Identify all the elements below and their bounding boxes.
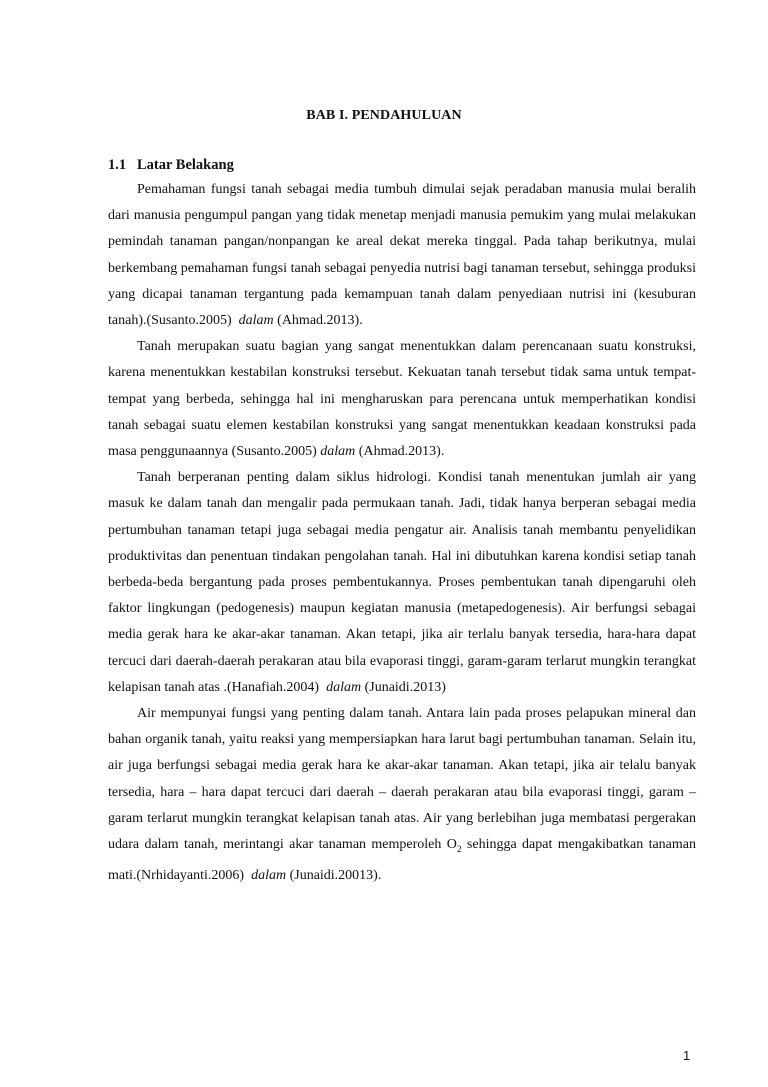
- paragraph: Tanah merupakan suatu bagian yang sangat menentukkan dalam perencanaan suatu konstruksi, karena menentukkan kestabilan konstruksi tersebut. Kekuatan tanah tersebut tidak sama untuk tempat-tempat yang berbeda, sehingga hal ini mengharuskan para perencana untuk memperhatikan kondisi tanah sebagai suatu elemen kestabilan konstruksi yang sangat menentukkan keadaan konstruksi pada masa penggunaannya (Susanto.2005) dalam (Ahmad.2013).: [108, 339, 696, 460]
- citation-prefix: dalam: [326, 679, 362, 695]
- paragraph: Air mempunyai fungsi yang penting dalam tanah. Antara lain pada proses pelapukan mineral dan bahan organik tanah, yaitu reaksi yang mempersiapkan hara larut bagi pertumbuhan tanaman. Selain itu, air juga berfungsi sebagai media gerak hara ke akar-akar tanaman. Akan tetapi, jika air telalu banyak tersedia, hara – hara dapat tercuci dari daerah – daerah perakaran atau bila evaporasi tinggi, garam – garam terlarut mungkin terangkat kelapisan tanah atas. Air yang berlebihan juga membatasi pergerakan udara dalam tanah, merintangi akar tanaman memperoleh $O_2$ sehingga dapat mengakibatkan tanaman mati.(Nrhidayanti.2006) dalam (Junaidi.20013).: [108, 706, 696, 884]
- section-title: Latar Belakang: [137, 157, 234, 173]
- citation: (Junaidi.2013): [364, 679, 446, 695]
- section-heading: [108, 157, 234, 174]
- paragraph: Tanah berperanan penting dalam siklus hidrologi. Kondisi tanah menentukan jumlah air yang masuk ke dalam tanah dan mengalir pada permukaan tanah. Jadi, tidak hanya berperan sebagai media pertumbuhan tanaman tetapi juga sebagai media pengatur air. Analisis tanah membantu penyelidikan produktivitas dan penentuan tindakan pengolahan tanah. Hal ini dibutuhkan karena kondisi setiap tanah berbeda-beda bergantung pada proses pembentukannya. Proses pembentukan tanah dipengaruhi oleh faktor lingkungan (pedogenesis) maupun kegiatan manusia (metapedogenesis). Air berfungsi sebagai media gerak hara ke akar-akar tanaman. Akan tetapi, jika air terlalu banyak tersedia, hara-hara dapat tercuci dari daerah-daerah perakaran atau bila evaporasi tinggi, garam-garam terlarut mungkin terangkat kelapisan tanah atas .(Hanafiah.2004) dalam (Junaidi.2013): [108, 470, 696, 695]
- citation: (Ahmad.2013).: [358, 444, 445, 460]
- page-number: 1: [683, 1048, 691, 1063]
- citation: (Ahmad.2013).: [277, 313, 363, 329]
- body-text: [108, 177, 696, 889]
- citation-prefix: dalam: [251, 868, 287, 884]
- citation-prefix: dalam: [238, 313, 274, 329]
- citation: (Junaidi.20013).: [289, 868, 382, 884]
- citation-prefix: dalam: [320, 444, 356, 460]
- subscript: 2: [456, 844, 462, 855]
- section-number: 1.1: [108, 157, 127, 173]
- paragraph: Pemahaman fungsi tanah sebagai media tumbuh dimulai sejak peradaban manusia mulai beralih dari manusia pengumpul pangan yang tidak menetap menjadi manusia pemukim yang mulai melakukan pemindah tanaman pangan/nonpangan ke areal dekat mereka tinggal. Pada tahap berikutnya, mulai berkembang pemahaman fungsi tanah sebagai penyedia nutrisi bagi tanaman tersebut, sehingga produksi yang dicapai tanaman tergantung pada kemampuan tanah dalam penyediaan nutrisi ini (kesuburan tanah).(Susanto.2005) dalam (Ahmad.2013).: [108, 182, 696, 329]
- chapter-title: BAB I. PENDAHULUAN: [306, 108, 462, 123]
